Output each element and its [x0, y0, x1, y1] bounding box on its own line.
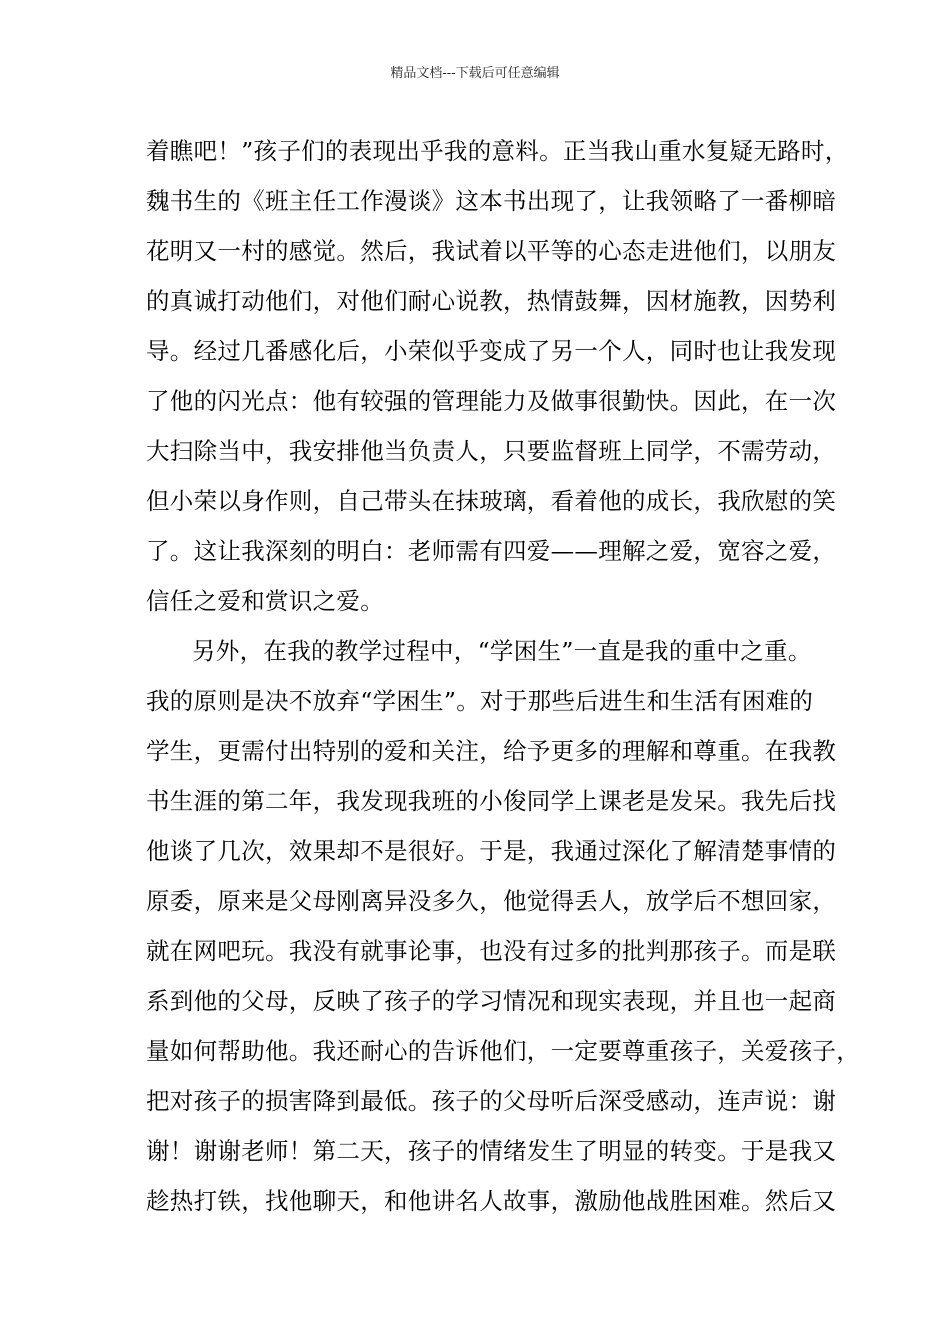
text-line: 了他的闪光点：他有较强的管理能力及做事很勤快。因此，在一次 — [146, 387, 837, 415]
body-text — [146, 126, 860, 1226]
text-line: 了。这让我深刻的明白：老师需有四爱——理解之爱，宽容之爱， — [146, 537, 837, 565]
text-line: 我的原则是决不放弃“学困生”。对于那些后进生和生活有困难的 — [146, 687, 814, 715]
text-line: 量如何帮助他。我还耐心的告诉他们，一定要尊重孩子，关爱孩子， — [146, 1037, 860, 1065]
text-line: 原委，原来是父母刚离异没多久，他觉得丢人，放学后不想回家， — [146, 887, 837, 915]
text-line: 的真诚打动他们，对他们耐心说教，热情鼓舞，因材施教，因势利 — [146, 287, 837, 315]
text-line: 趁热打铁，找他聊天，和他讲名人故事，激励他战胜困难。然后又 — [146, 1187, 837, 1215]
text-line: 花明又一村的感觉。然后，我试着以平等的心态走进他们，以朋友 — [146, 237, 837, 265]
text-line: 学生，更需付出特别的爱和关注，给予更多的理解和尊重。在我教 — [146, 737, 837, 765]
text-line: 但小荣以身作则，自己带头在抹玻璃，看着他的成长，我欣慰的笑 — [146, 487, 837, 515]
text-line: 魏书生的《班主任工作漫谈》这本书出现了，让我领略了一番柳暗 — [146, 187, 837, 215]
text-line: 把对孩子的损害降到最低。孩子的父母听后深受感动，连声说：谢 — [146, 1087, 837, 1115]
text-line: 书生涯的第二年，我发现我班的小俊同学上课老是发呆。我先后找 — [146, 787, 837, 815]
text-line: 就在网吧玩。我没有就事论事，也没有过多的批判那孩子。而是联 — [146, 937, 837, 965]
page-header: 精品文档---下载后可任意编辑 — [390, 66, 560, 81]
text-line: 大扫除当中，我安排他当负责人，只要监督班上同学，不需劳动， — [146, 437, 837, 465]
text-line: 谢！谢谢老师！第二天，孩子的情绪发生了明显的转变。于是我又 — [146, 1137, 837, 1165]
text-line: 着瞧吧！”孩子们的表现出乎我的意料。正当我山重水复疑无路时， — [146, 137, 849, 165]
text-line: 系到他的父母，反映了孩子的学习情况和现实表现，并且也一起商 — [146, 987, 837, 1015]
text-line: 导。经过几番感化后，小荣似乎变成了另一个人，同时也让我发现 — [146, 337, 837, 365]
text-line: 他谈了几次，效果却不是很好。于是，我通过深化了解清楚事情的 — [146, 837, 837, 865]
paragraph-start-line: 另外，在我的教学过程中，“学困生”一直是我的重中之重。 — [192, 637, 812, 665]
text-line: 信任之爱和赏识之爱。 — [146, 587, 384, 615]
